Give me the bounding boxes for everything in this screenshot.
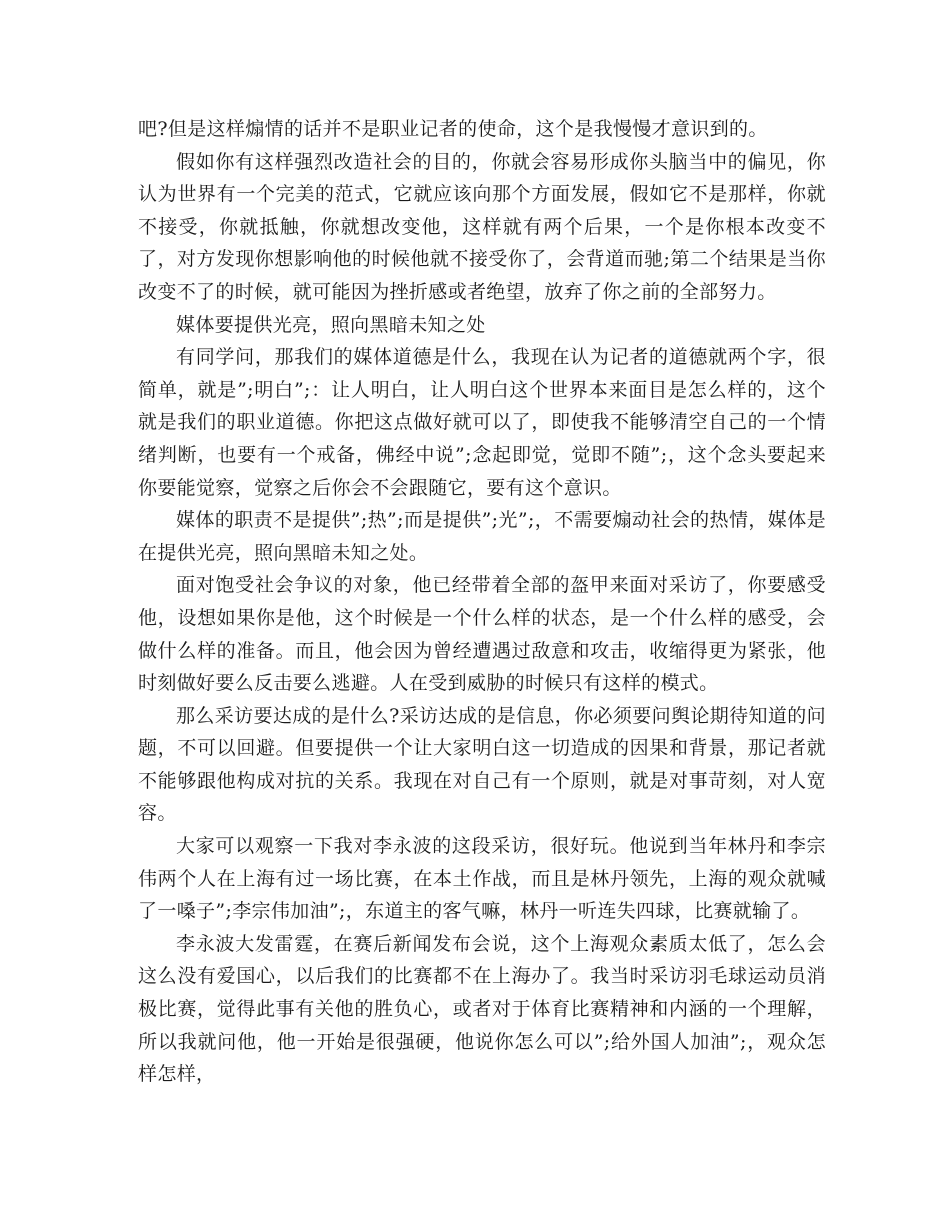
section-heading: 媒体要提供光亮，照向黑暗未知之处 xyxy=(176,313,486,336)
paragraph: 大家可以观察一下我对李永波的这段采访，很好玩。他说到当年林丹和李宗伟两个人在上海有过一场比赛，在本土作战，而且是林丹领先，上海的观众就喊了一嗓子”;李宗伟加油”;，东道主的客气嘛，林丹一听连失四球，比赛就输了。 xyxy=(138,835,826,923)
paragraph: 有同学问，那我们的媒体道德是什么，我现在认为记者的道德就两个字，很简单，就是”;明白”;：让人明白，让人明白这个世界本来面目是怎么样的，这个就是我们的职业道德。你把这点做好就可以了，即使我不能够清空自己的一个情绪判断，也要有一个戒备，佛经中说”;念起即觉，觉即不随”;，这个念头要起来你要能觉察，觉察之后你会不会跟随它，要有这个意识。 xyxy=(138,346,826,499)
paragraph: 李永波大发雷霆，在赛后新闻发布会说，这个上海观众素质太低了，怎么会这么没有爱国心，以后我们的比赛都不在上海办了。我当时采访羽毛球运动员消极比赛，觉得此事有关他的胜负心，或者对于体育比赛精神和内涵的一个理解，所以我就问他，他一开始是很强硬，他说你怎么可以”;给外国人加油”;，观众怎样怎样， xyxy=(138,932,826,1086)
paragraph: 媒体的职责不是提供”;热”;而是提供”;光”;，不需要煽动社会的热情，媒体是在提供光亮，照向黑暗未知之处。 xyxy=(138,509,826,564)
paragraph: 面对饱受社会争议的对象，他已经带着全部的盔甲来面对采访了，你要感受他，设想如果你是他，这个时候是一个什么样的状态，是一个什么样的感受，会做什么样的准备。而且，他会因为曾经遭遇过敌意和攻击，收缩得更为紧张，他时刻做好要么反击要么逃避。人在受到威胁的时候只有这样的模式。 xyxy=(138,574,826,695)
paragraph: 吧?但是这样煽情的话并不是职业记者的使命，这个是我慢慢才意识到的。 xyxy=(138,118,768,140)
body-text xyxy=(138,113,826,1091)
paragraph: 假如你有这样强烈改造社会的目的，你就会容易形成你头脑当中的偏见，你认为世界有一个完美的范式，它就应该向那个方面发展，假如它不是那样，你就不接受，你就抵触，你就想改变他，这样就有两个后果，一个是你根本改变不了，对方发现你想影响他的时候他就不接受你了，会背道而驰;第二个结果是当你改变不了的时候，就可能因为挫折感或者绝望，放弃了你之前的全部努力。 xyxy=(138,150,826,303)
paragraph: 那么采访要达成的是什么?采访达成的是信息，你必须要问舆论期待知道的问题，不可以回避。但要提供一个让大家明白这一切造成的因果和背景，那记者就不能够跟他构成对抗的关系。我现在对自己有一个原则，就是对事苛刻，对人宽容。 xyxy=(138,704,826,825)
